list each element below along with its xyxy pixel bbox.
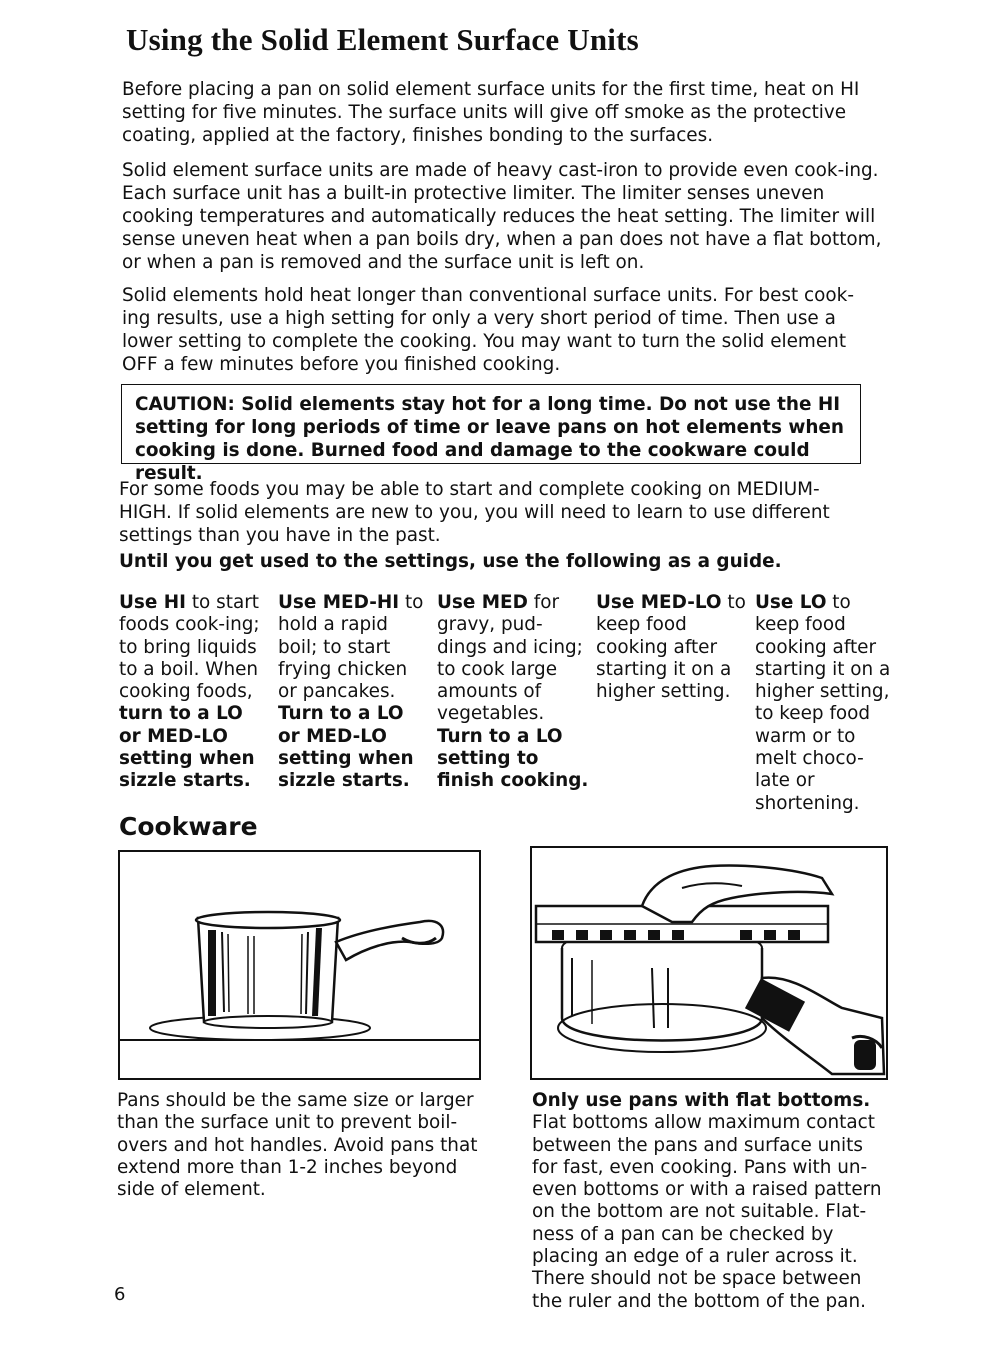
guide-column-tail: turn to a LO or MED-LO setting when sizzle starts.: [119, 703, 255, 792]
guide-column-body: to start foods cook-ing; to bring liquids to a boil. When cooking foods,: [119, 592, 260, 703]
intro-paragraph-3: Solid elements hold heat longer than conventional surface units. For best cook-ing results, use a high setting for only a very short period of time. Then use a lower setting to complete the cooking. You may want to turn the solid element OFF a few minutes before you finished cooking.: [122, 285, 854, 375]
flat-bottom-caption: [532, 1090, 892, 1313]
pan-size-caption: Pans should be the same size or larger than the surface unit to prevent boil-overs and hot handles. Avoid pans that extend more than 1-2 inches beyond side of element.: [117, 1090, 478, 1201]
caution-box: [121, 384, 861, 484]
guide-heading: Until you get used to the settings, use the following as a guide.: [119, 551, 782, 572]
guide-column-tail: Turn to a LO setting to finish cooking.: [437, 725, 589, 792]
ruler-flatness-illustration: [530, 846, 888, 1080]
guide-column-med-hi: [278, 592, 428, 793]
page-number: 6: [114, 1284, 126, 1305]
saucepan-illustration: [118, 850, 481, 1080]
intro-paragraph-1: Before placing a pan on solid element surface units for the first time, heat on HI setting for five minutes. The surface units will give off smoke as the protective coating, applied at the factory, finishes bonding to the surfaces.: [122, 79, 860, 146]
intro-paragraph-2: Solid element surface units are made of heavy cast-iron to provide even cook-ing. Each surface unit has a built-in protective limiter. The limiter senses uneven cooking temperatures and automatically reduces the heat setting. The limiter will sense uneven heat when a pan boils dry, when a pan does not have a flat bottom, or when a pan is removed and the surface unit is left on.: [122, 160, 882, 273]
guide-column-lead: Use MED: [437, 592, 528, 613]
guide-column-lead: Use MED-LO: [596, 592, 722, 613]
guide-column-tail: Turn to a LO or MED-LO setting when sizzle starts.: [278, 703, 414, 792]
guide-column-lead: Use LO: [755, 592, 827, 613]
page-title: Using the Solid Element Surface Units: [126, 22, 639, 57]
medium-high-paragraph: For some foods you may be able to start and complete cooking on MEDIUM-HIGH. If solid elements are new to you, you will need to learn to use different settings than you have in the past.: [119, 479, 830, 546]
guide-column-med-lo: [596, 592, 746, 703]
guide-column-hi: [119, 592, 269, 793]
guide-column-lead: Use HI: [119, 592, 186, 613]
guide-column-lead: Use MED-HI: [278, 592, 400, 613]
ruler-drawing: [532, 848, 886, 1078]
cookware-heading: Cookware: [119, 812, 258, 841]
flat-bottom-caption-body: Flat bottoms allow maximum contact between the pans and surface units for fast, even cooking. Pans with un-even bottoms or with a raised pattern on the bottom are not suitable. Flat-ness of a pan can be checked by placing an edge of a ruler across it. There should not be space between the ruler and the bottom of the pan.: [532, 1112, 882, 1312]
guide-column-body: for gravy, pud-dings and icing; to cook large amounts of vegetables.: [437, 592, 583, 725]
saucepan-drawing: [120, 852, 479, 1078]
guide-column-body: to hold a rapid boil; to start frying chicken or pancakes.: [278, 592, 424, 703]
caution-text: CAUTION: Solid elements stay hot for a long time. Do not use the HI setting for long periods of time or leave pans on hot elements when cooking is done. Burned food and damage to the cookware could result.: [135, 394, 844, 484]
guide-column-lo: [755, 592, 895, 815]
guide-column-med: [437, 592, 589, 793]
guide-column-body: to keep food cooking after starting it on a higher setting, to keep food warm or to melt choco-late or shortening.: [755, 592, 891, 814]
guide-column-body: to keep food cooking after starting it on a higher setting.: [596, 592, 746, 703]
flat-bottom-caption-heading: Only use pans with flat bottoms.: [532, 1090, 871, 1111]
